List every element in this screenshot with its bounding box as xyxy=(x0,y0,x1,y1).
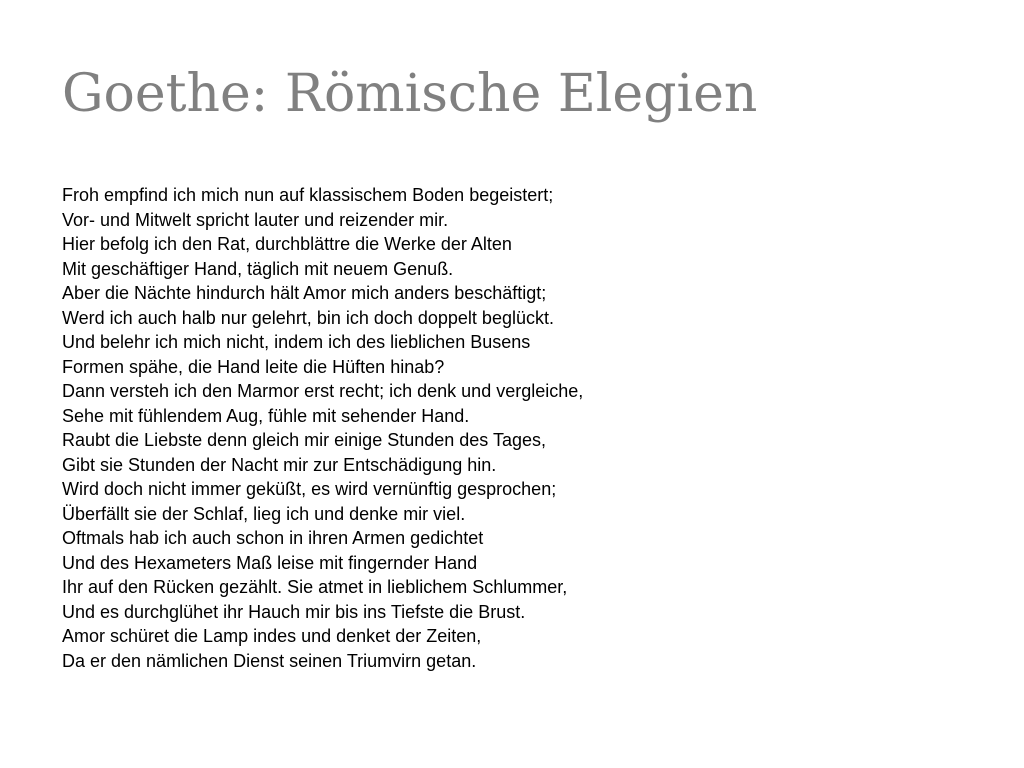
poem-line: Mit geschäftiger Hand, täglich mit neuem Genuß. xyxy=(62,258,454,279)
poem-line: Werd ich auch halb nur gelehrt, bin ich doch doppelt beglückt. xyxy=(62,307,554,328)
poem-line: Wird doch nicht immer geküßt, es wird vernünftig gesprochen; xyxy=(62,479,557,499)
poem-line: Und es durchglühet ihr Hauch mir bis ins Tiefste die Brust. xyxy=(62,601,526,622)
poem-line: Hier befolg ich den Rat, durchblättre die Werke der Alten xyxy=(62,234,512,254)
poem-line: Da er den nämlichen Dienst seinen Triumvirn getan. xyxy=(62,650,477,671)
poem-line: Überfällt sie der Schlaf, lieg ich und denke mir viel. xyxy=(62,503,466,524)
slide-title: Goethe: Römische Elegien xyxy=(62,64,758,124)
poem-line: Und belehr ich mich nicht, indem ich des lieblichen Busens xyxy=(62,332,531,352)
poem-text xyxy=(62,183,583,673)
poem-line: Sehe mit fühlendem Aug, fühle mit sehender Hand. xyxy=(62,405,470,426)
poem-line: Formen spähe, die Hand leite die Hüften hinab? xyxy=(62,356,445,377)
poem-line: Dann versteh ich den Marmor erst recht; ich denk und vergleiche, xyxy=(62,381,584,401)
poem-line: Vor- und Mitwelt spricht lauter und reizender mir. xyxy=(62,209,449,230)
poem-line: Froh empfind ich mich nun auf klassischem Boden begeistert; xyxy=(62,185,554,205)
poem-line: Raubt die Liebste denn gleich mir einige Stunden des Tages, xyxy=(62,430,546,450)
poem-line: Amor schüret die Lamp indes und denket der Zeiten, xyxy=(62,626,482,646)
poem-line: Gibt sie Stunden der Nacht mir zur Entschädigung hin. xyxy=(62,454,497,475)
poem-line: Oftmals hab ich auch schon in ihren Armen gedichtet xyxy=(62,528,484,548)
poem-line: Und des Hexameters Maß leise mit fingernder Hand xyxy=(62,552,478,573)
poem-line: Aber die Nächte hindurch hält Amor mich anders beschäftigt; xyxy=(62,283,547,303)
poem-line: Ihr auf den Rücken gezählt. Sie atmet in lieblichem Schlummer, xyxy=(62,577,568,597)
